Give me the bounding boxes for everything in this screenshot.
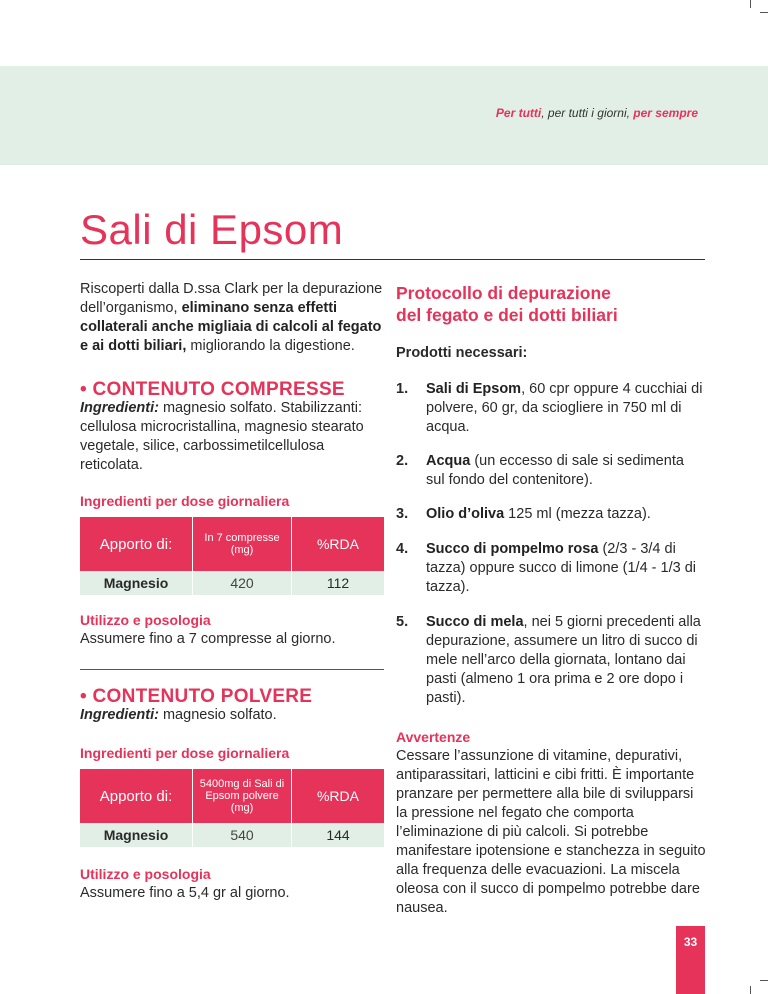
step-bold: Acqua xyxy=(426,453,471,469)
step-rest: (2/3 - 3/4 di tazza) oppure succo di limone (1/4 - 1/3 di tazza). xyxy=(426,541,696,595)
intro-text-end: migliorando la digestione. xyxy=(186,338,355,354)
table-row xyxy=(80,823,384,847)
crop-mark xyxy=(760,12,768,13)
table-header-rda: %RDA xyxy=(292,517,385,571)
crop-mark xyxy=(750,0,751,8)
step-rest: (un eccesso di sale si sedimenta sul fondo del contenitore). xyxy=(426,453,684,488)
step-text xyxy=(426,540,706,597)
step-rest: , 60 cpr oppure 4 cucchiai di polvere, 60 gr, da sciogliere in 750 ml di acqua. xyxy=(426,381,703,435)
page-number: 33 xyxy=(676,926,705,994)
step-rest: 125 ml (mezza tazza). xyxy=(504,506,651,522)
table-header-amount: In 7 compresse (mg) xyxy=(193,517,292,571)
protocol-title-line-1: Protocollo di depurazione xyxy=(396,283,611,303)
crop-mark xyxy=(760,980,768,981)
protocol-step xyxy=(396,505,706,524)
section-heading-polvere: • CONTENUTO POLVERE xyxy=(80,686,313,707)
table-cell-rda: 144 xyxy=(292,823,385,847)
ingredients-text: magnesio solfato. xyxy=(158,707,277,723)
tagline-part-1: Per tutti xyxy=(495,106,542,120)
page-title: Sali di Epsom xyxy=(80,206,344,253)
step-text xyxy=(426,505,706,524)
step-number: 5. xyxy=(396,614,409,630)
use-label-polvere: Utilizzo e posologia xyxy=(80,866,211,882)
step-text xyxy=(426,380,706,437)
protocol-step xyxy=(396,540,706,597)
ingredients-polvere xyxy=(80,706,386,725)
table-cell-amount: 420 xyxy=(193,571,292,595)
dose-table-compresse xyxy=(80,517,384,595)
use-label-compresse: Utilizzo e posologia xyxy=(80,612,211,628)
step-number: 1. xyxy=(396,381,409,397)
tagline-part-2: , per tutti i giorni, xyxy=(541,106,634,120)
table-cell-nutrient: Magnesio xyxy=(80,823,193,847)
table-cell-nutrient: Magnesio xyxy=(80,571,193,595)
table-row xyxy=(80,571,384,595)
protocol-step xyxy=(396,452,706,490)
table-header-rda: %RDA xyxy=(292,769,385,823)
protocol-title-line-2: del fegato e dei dotti biliari xyxy=(396,305,618,325)
ingredients-label: Ingredienti: xyxy=(80,707,159,723)
table-cell-amount: 540 xyxy=(193,823,292,847)
table-header-apporto: Apporto di: xyxy=(80,769,193,823)
step-bold: Succo di mela xyxy=(426,614,524,630)
ingredients-label: Ingredienti: xyxy=(80,400,159,416)
table-header-amount: 5400mg di Sali di Epsom polvere (mg) xyxy=(193,769,292,823)
step-text xyxy=(426,613,706,708)
step-number: 2. xyxy=(396,453,409,469)
tagline xyxy=(496,106,698,120)
intro-paragraph xyxy=(80,280,386,356)
tagline-part-3: per sempre xyxy=(633,106,698,120)
products-label: Prodotti necessari: xyxy=(396,345,528,361)
warning-title: Avvertenze xyxy=(396,729,471,745)
step-bold: Sali di Epsom xyxy=(426,381,522,397)
protocol-step xyxy=(396,380,706,437)
step-rest: , nei 5 giorni precedenti alla depurazione, assumere un litro di succo di mele nell’arco della giornata, lontano dai pasti (almeno 1 ora prima e 2 ore dopo i pasti). xyxy=(426,614,701,706)
dose-label-polvere: Ingredienti per dose giornaliera xyxy=(80,745,290,761)
section-divider xyxy=(80,669,384,670)
protocol-step xyxy=(396,613,706,708)
step-number: 3. xyxy=(396,506,409,522)
step-bold: Succo di pompelmo rosa xyxy=(426,541,599,557)
warning-text: Cessare l’assunzione di vitamine, depurativi, antiparassitari, latticini e cibi fritti. È importante pranzare per permettere alla bile di svilupparsi la pressione nel fegato che comporta l’eliminazione di più calcoli. Si potrebbe manifestare ipotensione e stanchezza in seguito alla frequenza delle evacuazioni. La miscela oleosa con il succo di pompelmo potrebbe dare nausea. xyxy=(396,748,706,916)
intro-text: Riscoperti dalla D.ssa Clark per la depurazione dell’organismo, xyxy=(80,281,383,316)
use-text-polvere: Assumere fino a 5,4 gr al giorno. xyxy=(80,885,290,901)
dose-label-compresse: Ingredienti per dose giornaliera xyxy=(80,493,290,509)
right-column xyxy=(396,282,706,918)
intro-bold: eliminano senza effetti collaterali anche migliaia di calcoli al fegato e ai dotti biliari, xyxy=(80,300,382,354)
section-heading-compresse: • CONTENUTO COMPRESSE xyxy=(80,379,345,400)
left-column xyxy=(80,280,386,903)
step-text xyxy=(426,452,706,490)
protocol-steps xyxy=(396,380,706,708)
step-number: 4. xyxy=(396,541,409,557)
step-bold: Olio d’oliva xyxy=(426,506,505,522)
crop-mark xyxy=(750,986,751,994)
dose-table-polvere xyxy=(80,769,384,847)
ingredients-compresse xyxy=(80,399,386,475)
table-header-apporto: Apporto di: xyxy=(80,517,193,571)
table-cell-rda: 112 xyxy=(292,571,385,595)
title-divider xyxy=(80,259,705,260)
ingredients-text: magnesio solfato. Stabilizzanti: cellulosa microcristallina, magnesio stearato vegetale, silice, carbossimetilcellulosa reticolata. xyxy=(80,400,364,473)
use-text-compresse: Assumere fino a 7 compresse al giorno. xyxy=(80,631,336,647)
